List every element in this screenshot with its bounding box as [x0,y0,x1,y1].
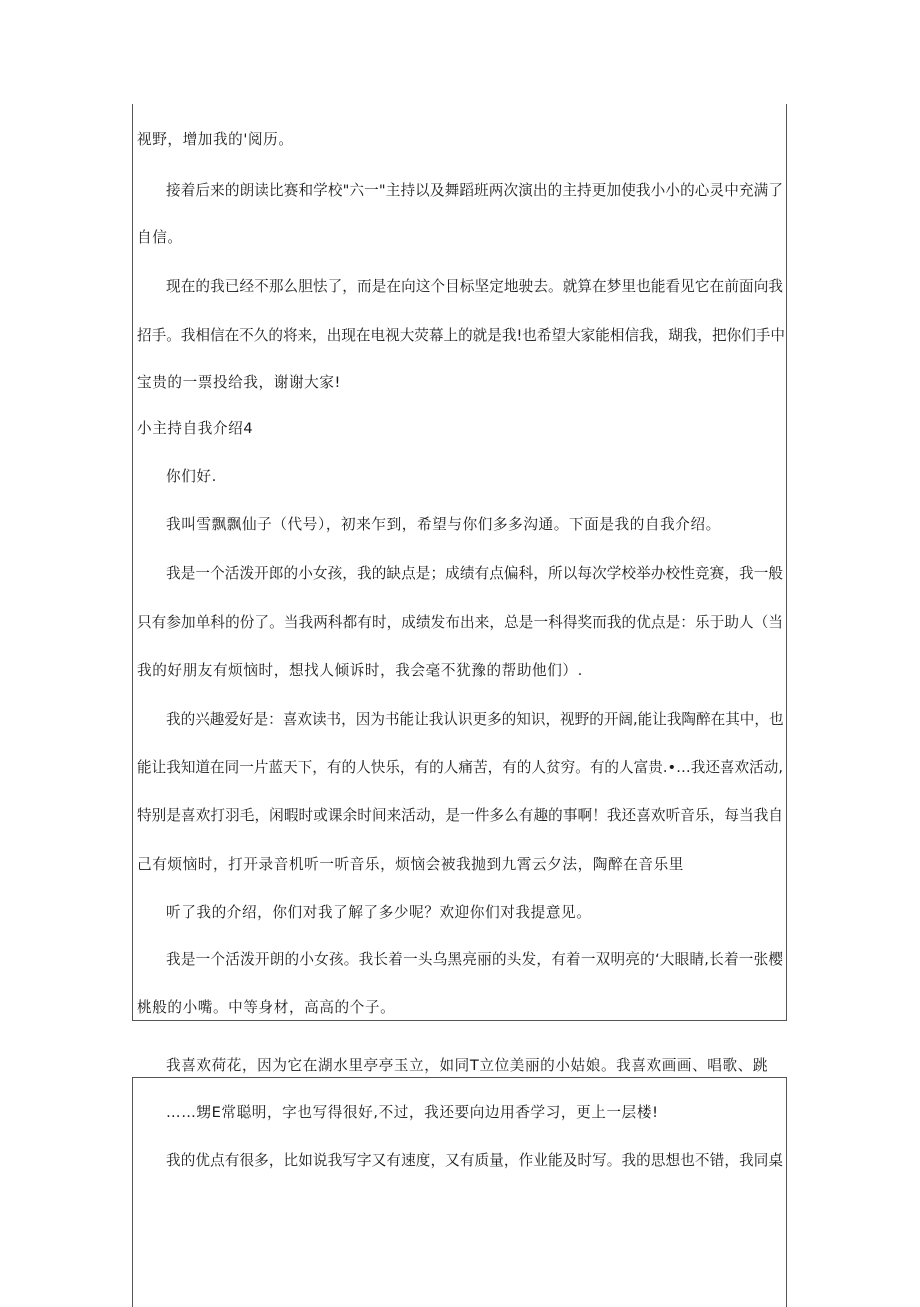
text-line: 自信。 [137,229,183,246]
text-line: 能让我知道在同一片蓝天下，有的人快乐，有的人痛苦，有的人贫穷。有的人富贵.•…我还喜欢活动, [137,759,783,776]
text-line: 桃般的小嘴。中等身材，高高的个子。 [137,999,396,1016]
text-line: 我的优点有很多，比如说我写字又有速度，又有质量，作业能及时写。我的思想也不错，我同桌 [166,1152,783,1169]
text-line: 我的兴趣爱好是：喜欢读书，因为书能让我认识更多的知识，视野的开阔,能让我陶醉在其中，也 [166,711,784,728]
text-line: 招手。我相信在不久的将来，出现在电视大荧幕上的就是我!也希望大家能相信我，瑚我，把你们手中 [137,327,785,344]
page-frame-upper [132,104,787,1021]
text-line: 我叫雪飘飘仙子（代号），初来乍到，希望与你们多多沟通。下面是我的自我介绍。 [166,516,721,533]
text-line: 只有参加单科的份了。当我两科都有时，成绩发布出来，总是一科得奖而我的优点是：乐于助人（当 [137,614,783,631]
text-line: 我的好朋友有烦恼时，想找人倾诉时，我会毫不犹豫的帮助他们）. [137,662,583,679]
text-line: 现在的我已经不那么胆怯了，而是在向这个目标坚定地驶去。就算在梦里也能看见它在前面向我 [166,278,783,295]
text-line: 己有烦恼时，打开录音机听一听音乐，烦恼会被我抛到九霄云夕法，陶醉在音乐里 [137,856,684,873]
text-line: 我是一个活泼开郎的小女孩，我的缺点是；成绩有点偏科，所以每次学校举办校性竞赛，我一般 [166,565,783,582]
section-heading: 小主持自我介绍4 [137,420,254,437]
text-line: 你们好. [166,468,217,485]
text-line: 听了我的介绍，你们对我了解了多少呢？欢迎你们对我提意见。 [166,904,592,921]
text-line: 接着后来的朗读比赛和学校"六一"主持以及舞蹈班两次演出的主持更加使我小小的心灵中充满了 [166,182,783,199]
text-line: 特别是喜欢打羽毛，闲暇时或课余时间来活动，是一件多么有趣的事啊！我还喜欢听音乐，每当我自 [137,807,783,824]
text-line: 我是一个活泼开朗的小女孩。我长着一头乌黑亮丽的头发，有着一双明亮的‘大眼睛,长着一张樱 [166,951,783,968]
text-line: 我喜欢荷花，因为它在湖水里亭亭玉立，如同T立位美丽的小姑娘。我喜欢画画、唱歌、跳 [166,1057,769,1074]
text-line: ……甥E常聪明，字也写得很好,不过，我还要向边用香学习，更上一层楼! [166,1104,659,1121]
text-line: 宝贵的一票投给我，谢谢大家! [137,374,341,391]
text-line: 视野，增加我的'阅历。 [137,131,294,148]
